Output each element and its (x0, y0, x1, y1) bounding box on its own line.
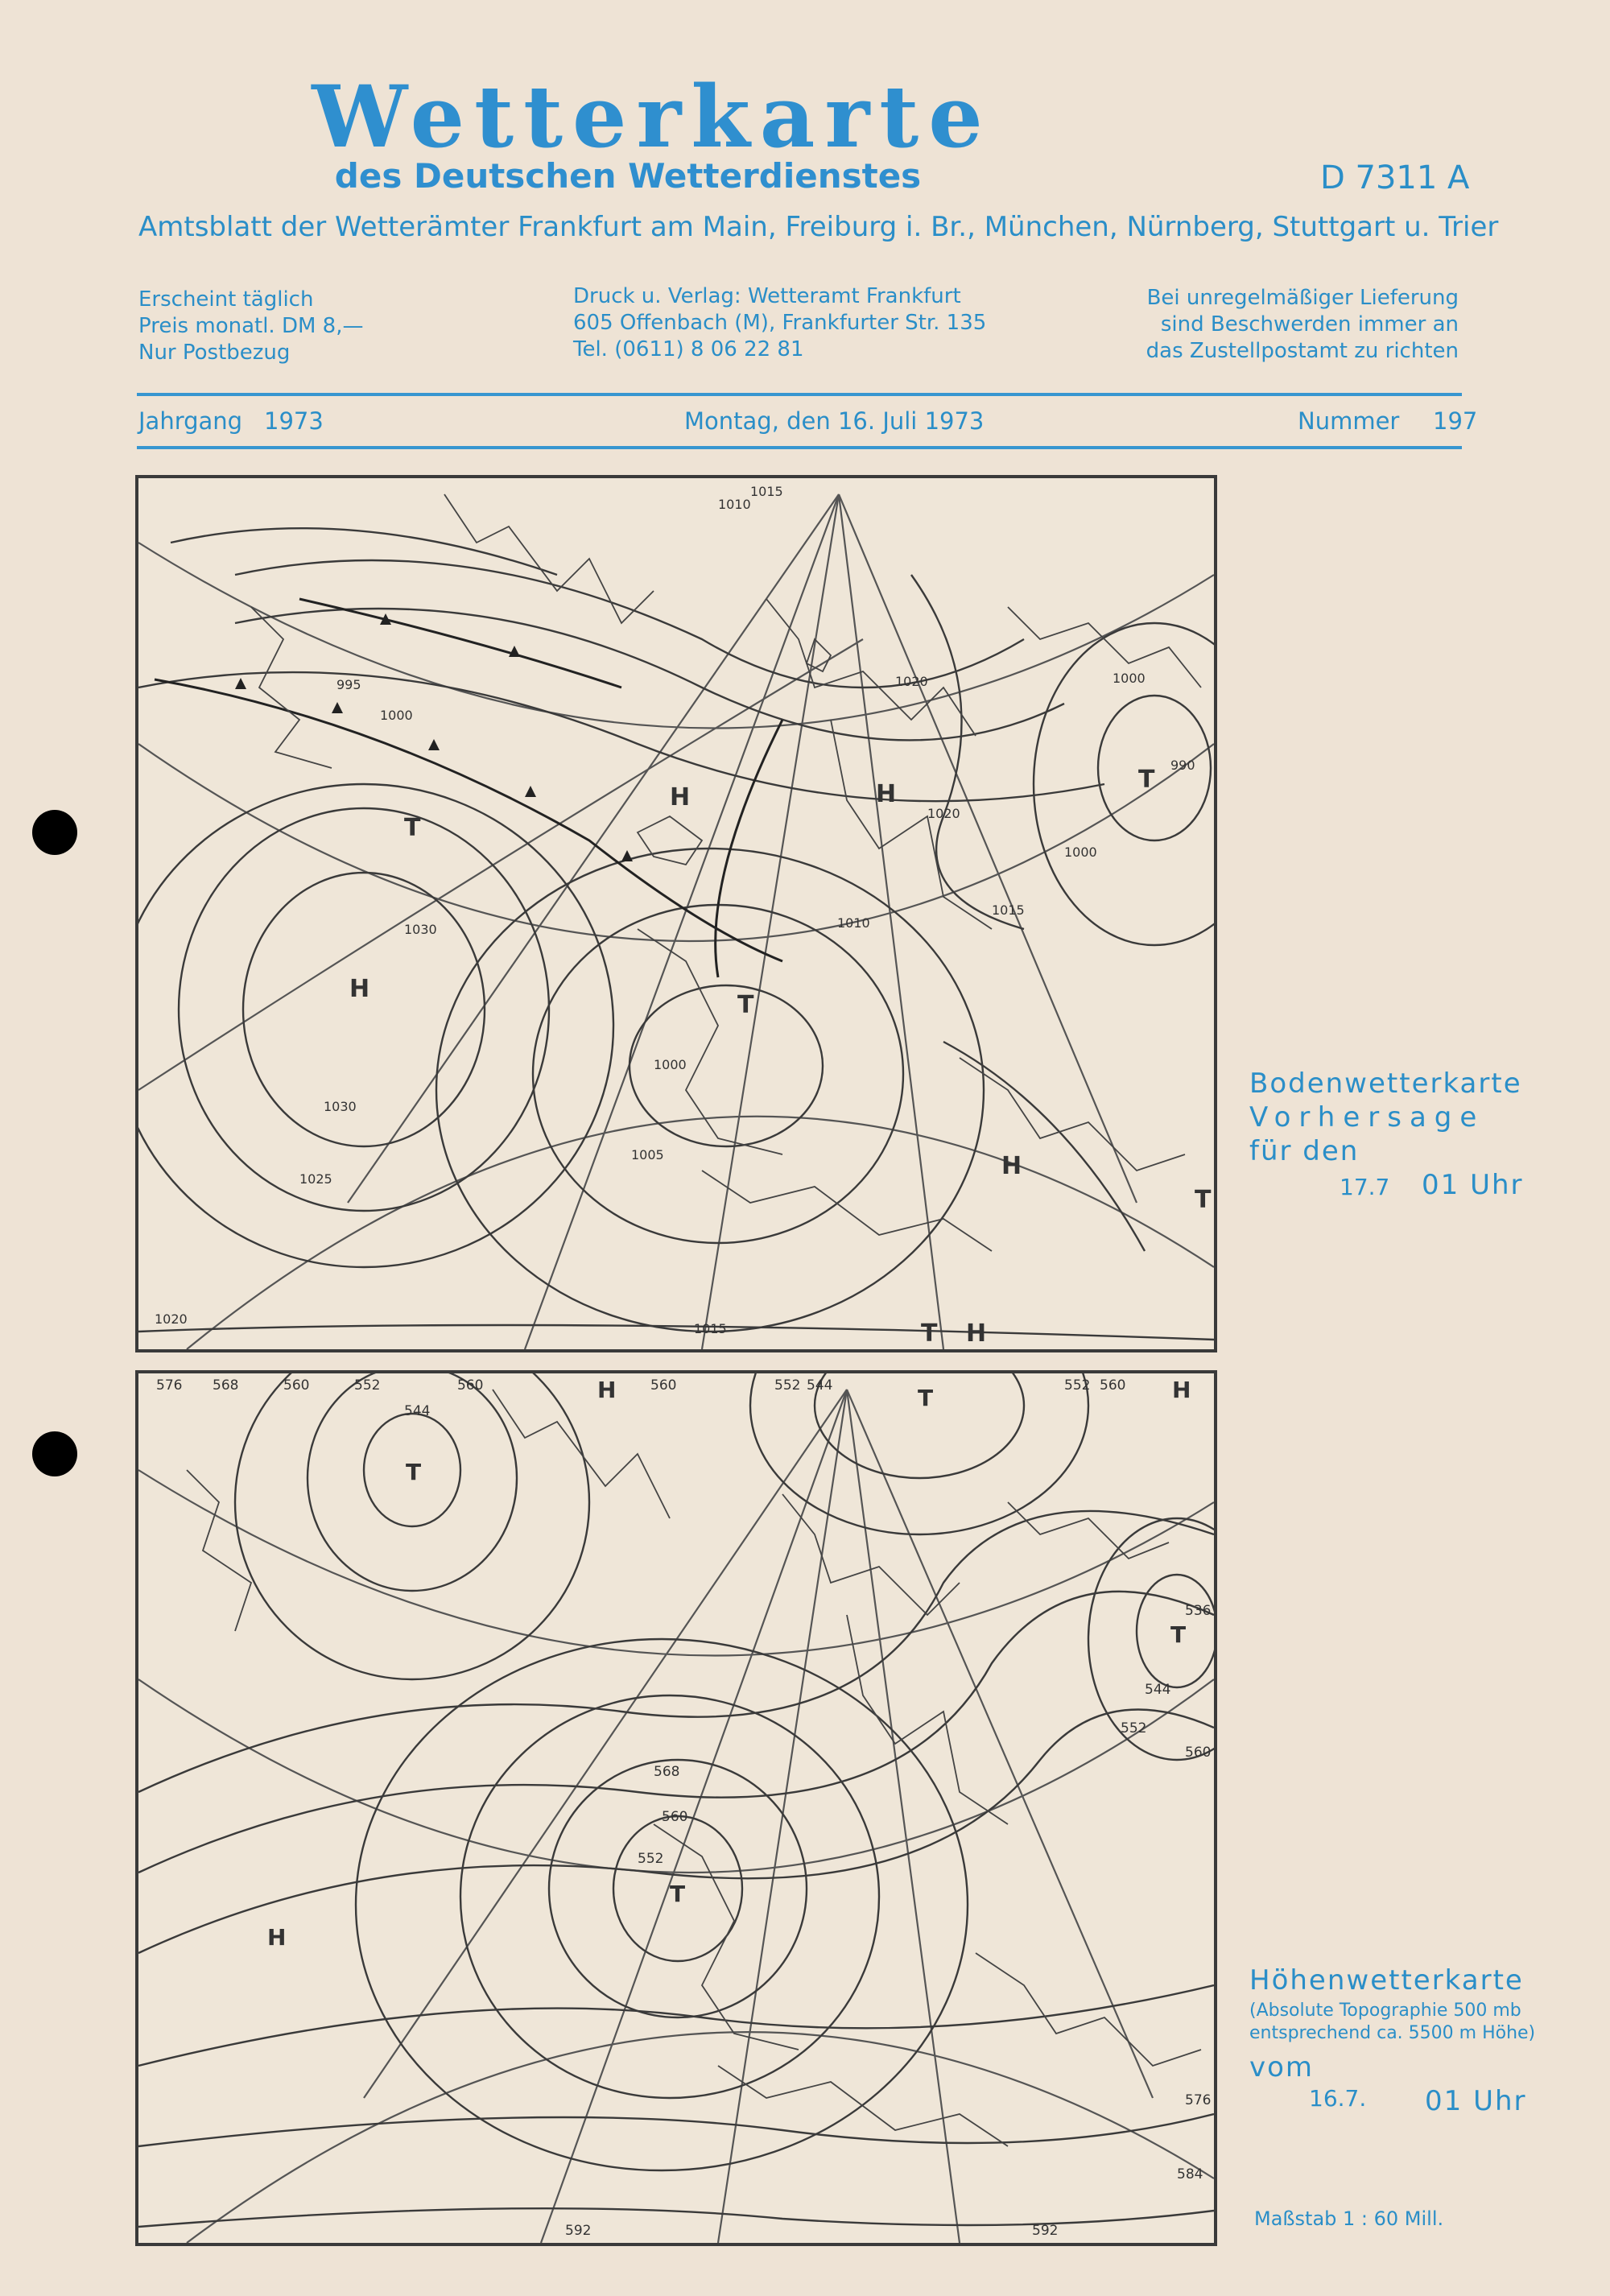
upper-map-caption-2: (Absolute Topographie 500 mb (1249, 2001, 1521, 2021)
surface-map-caption-2: Vorhersage (1249, 1101, 1485, 1134)
svg-text:576: 576 (156, 1377, 183, 1394)
svg-text:560: 560 (1185, 1745, 1212, 1761)
svg-text:T: T (1170, 1621, 1187, 1648)
svg-text:1020: 1020 (895, 674, 928, 689)
upper-map-date: 16.7. (1309, 2085, 1367, 2112)
svg-text:H: H (597, 1377, 617, 1403)
punch-hole-top (32, 810, 77, 855)
masthead-title: Wetterkarte (312, 66, 993, 167)
svg-text:1000: 1000 (654, 1057, 687, 1072)
svg-text:T: T (737, 991, 754, 1019)
surface-map-time: 01 Uhr (1422, 1169, 1524, 1201)
svg-text:T: T (921, 1319, 938, 1348)
svg-text:544: 544 (404, 1403, 431, 1419)
svg-text:1015: 1015 (992, 902, 1025, 918)
amtsblatt-line: Amtsblatt der Wetterämter Frankfurt am Main, Freiburg i. Br., München, Nürnberg, Stuttgart u. Trier (138, 211, 1499, 243)
svg-text:995: 995 (336, 677, 361, 692)
svg-text:536: 536 (1185, 1603, 1212, 1619)
svg-text:1020: 1020 (155, 1311, 188, 1327)
svg-text:552: 552 (638, 1851, 664, 1867)
svg-text:T: T (406, 1459, 422, 1485)
svg-text:1030: 1030 (404, 922, 437, 937)
svg-text:544: 544 (1145, 1682, 1171, 1698)
jahrgang-label: Jahrgang (138, 407, 243, 435)
surface-map-drawing (138, 478, 1214, 1349)
svg-text:1015: 1015 (694, 1321, 727, 1336)
svg-text:1010: 1010 (718, 497, 751, 512)
svg-text:T: T (1195, 1186, 1212, 1214)
upper-map-time: 01 Uhr (1425, 2085, 1527, 2117)
svg-text:1005: 1005 (631, 1147, 664, 1162)
surface-map-caption-1: Bodenwetterkarte (1249, 1067, 1522, 1100)
surface-weather-map (135, 475, 1217, 1352)
svg-text:1030: 1030 (324, 1099, 357, 1114)
document-number: D 7311 A (1320, 159, 1470, 196)
svg-text:576: 576 (1185, 2092, 1212, 2108)
delivery-notice: Bei unregelmäßiger Lieferung sind Beschwerden immer an das Zustellpostamt zu richten (1146, 286, 1459, 363)
svg-text:552: 552 (774, 1377, 801, 1394)
svg-text:1025: 1025 (299, 1171, 332, 1187)
svg-text:H: H (1001, 1152, 1022, 1180)
svg-text:H: H (1172, 1377, 1191, 1403)
svg-text:560: 560 (650, 1377, 677, 1394)
svg-text:552: 552 (354, 1377, 381, 1394)
nummer-label: Nummer (1298, 407, 1400, 435)
svg-text:592: 592 (1032, 2223, 1059, 2239)
header-rule-top (137, 393, 1462, 396)
svg-text:H: H (670, 783, 691, 811)
punch-hole-bottom (32, 1431, 77, 1476)
upper-map-caption-1: Höhenwetterkarte (1249, 1964, 1524, 1997)
svg-text:1000: 1000 (380, 708, 413, 723)
svg-text:568: 568 (213, 1377, 239, 1394)
svg-text:592: 592 (565, 2223, 592, 2239)
svg-text:568: 568 (654, 1764, 680, 1780)
issue-date: Montag, den 16. Juli 1973 (684, 407, 985, 435)
svg-text:552: 552 (1121, 1720, 1147, 1736)
upper-air-weather-map (135, 1370, 1217, 2246)
svg-text:560: 560 (662, 1809, 688, 1825)
svg-text:T: T (1138, 766, 1155, 794)
masthead-subtitle: des Deutschen Wetterdienstes (334, 156, 922, 196)
svg-text:1000: 1000 (1113, 671, 1146, 686)
svg-text:1015: 1015 (750, 484, 783, 499)
upper-map-drawing (138, 1373, 1214, 2243)
svg-text:H: H (267, 1924, 287, 1951)
upper-map-caption-3: entsprechend ca. 5500 m Höhe) (1249, 2023, 1536, 2043)
svg-text:H: H (876, 780, 897, 808)
jahrgang-value: 1973 (264, 407, 324, 435)
header-rule-bottom (137, 446, 1462, 449)
svg-text:1000: 1000 (1064, 844, 1097, 860)
svg-text:T: T (918, 1385, 934, 1411)
svg-text:584: 584 (1177, 2166, 1203, 2182)
svg-text:544: 544 (807, 1377, 833, 1394)
nummer-value: 197 (1433, 407, 1478, 435)
svg-text:T: T (404, 814, 421, 842)
svg-text:560: 560 (457, 1377, 484, 1394)
surface-map-caption-3: für den (1249, 1135, 1360, 1167)
svg-text:H: H (349, 975, 370, 1003)
svg-text:T: T (670, 1881, 686, 1907)
publication-info: Erscheint täglich Preis monatl. DM 8,— Nur Postbezug (138, 287, 364, 365)
upper-map-caption-4: vom (1249, 2051, 1315, 2083)
svg-text:560: 560 (1100, 1377, 1126, 1394)
svg-text:H: H (966, 1319, 987, 1348)
surface-map-date: 17.7 (1340, 1174, 1390, 1200)
svg-text:1010: 1010 (837, 915, 870, 931)
svg-text:560: 560 (283, 1377, 310, 1394)
svg-text:552: 552 (1064, 1377, 1091, 1394)
publisher-info: Druck u. Verlag: Wetteramt Frankfurt 605 Offenbach (M), Frankfurter Str. 135 Tel. (0611) 8 06 22 81 (573, 284, 987, 361)
svg-text:990: 990 (1170, 758, 1195, 773)
svg-text:1020: 1020 (927, 806, 960, 821)
map-scale: Maßstab 1 : 60 Mill. (1254, 2207, 1444, 2230)
